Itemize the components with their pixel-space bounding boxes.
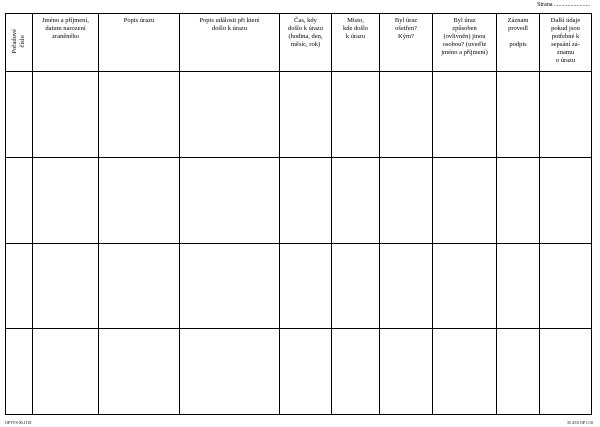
table-cell[interactable] <box>280 329 332 415</box>
col-header-misto <box>332 14 380 72</box>
page-number-label <box>537 2 590 8</box>
col-header-label: Pořadové číslo <box>11 28 26 54</box>
table-cell[interactable] <box>380 329 433 415</box>
col-header-popis-udalosti <box>180 14 280 72</box>
table-cell[interactable] <box>433 72 497 158</box>
table-cell[interactable] <box>380 243 433 329</box>
col-header-osetren <box>380 14 433 72</box>
table-cell[interactable] <box>99 72 180 158</box>
col-header-label: Byl úraz způsoben (ovlivněn) jinou osobou? (uveďte jméno a příjmení) <box>441 17 488 56</box>
col-header-label: Další údaje pokud jsou potřebné k sepsání zá- znamu o úrazu <box>550 17 581 64</box>
header-row <box>6 14 592 72</box>
table-cell[interactable] <box>497 329 540 415</box>
table-cell[interactable] <box>433 157 497 243</box>
table-cell[interactable] <box>497 157 540 243</box>
table-cell[interactable] <box>6 157 33 243</box>
table-row <box>6 329 592 415</box>
table-cell[interactable] <box>99 243 180 329</box>
page-label: Strana <box>537 2 553 8</box>
table-cell[interactable] <box>280 72 332 158</box>
col-header-dalsi-udaje <box>540 14 592 72</box>
table-cell[interactable] <box>33 157 99 243</box>
table-cell[interactable] <box>433 329 497 415</box>
col-header-label: Jméno a příjmení, datum narození zraněného <box>42 17 89 40</box>
col-header-label: Popis události při které došlo k úrazu <box>199 17 260 32</box>
table-cell[interactable] <box>497 72 540 158</box>
table-cell[interactable] <box>6 329 33 415</box>
table-row <box>6 72 592 158</box>
injury-record-table <box>5 13 592 415</box>
col-header-label: Místo, kde došlo k úrazu <box>342 17 369 40</box>
table-row <box>6 243 592 329</box>
table-cell[interactable] <box>540 157 592 243</box>
table-cell[interactable] <box>332 72 380 158</box>
table-cell[interactable] <box>540 243 592 329</box>
table-cell[interactable] <box>380 72 433 158</box>
table-cell[interactable] <box>33 243 99 329</box>
table-cell[interactable] <box>433 243 497 329</box>
table-cell[interactable] <box>6 243 33 329</box>
col-header-label: Byl úraz ošetřen? Kým? <box>394 17 418 40</box>
table-cell[interactable] <box>280 157 332 243</box>
table-row <box>6 157 592 243</box>
col-header-poradove-cislo <box>6 14 33 72</box>
col-header-sublabel: podpis <box>509 40 527 48</box>
table-cell[interactable] <box>332 157 380 243</box>
table-cell[interactable] <box>33 329 99 415</box>
table-cell[interactable] <box>180 329 280 415</box>
page-number-field[interactable]: ........................ <box>554 2 590 8</box>
table-cell[interactable] <box>180 243 280 329</box>
col-header-zpusoben <box>433 14 497 72</box>
col-header-zaznam-provedl <box>497 14 540 72</box>
col-header-cas <box>280 14 332 72</box>
table-cell[interactable] <box>33 72 99 158</box>
table-cell[interactable] <box>540 329 592 415</box>
col-header-label: Popis úrazu <box>123 17 155 24</box>
table-cell[interactable] <box>540 72 592 158</box>
table-cell[interactable] <box>180 157 280 243</box>
col-header-popis-urazu <box>99 14 180 72</box>
table-cell[interactable] <box>280 243 332 329</box>
col-header-label: Čas, kdy došlo k úrazu (hodina, den, měsíc, rok) <box>287 17 324 48</box>
table-cell[interactable] <box>380 157 433 243</box>
col-header-jmeno <box>33 14 99 72</box>
table-cell[interactable] <box>6 72 33 158</box>
col-header-label: Záznam provedl <box>507 17 529 32</box>
table-cell[interactable] <box>497 243 540 329</box>
table-cell[interactable] <box>180 72 280 158</box>
table-cell[interactable] <box>99 157 180 243</box>
table-cell[interactable] <box>332 243 380 329</box>
table-cell[interactable] <box>332 329 380 415</box>
footer-page-code: 35 4/10 OP 1/10 <box>566 420 593 425</box>
footer-form-code: OPTYS 00.1118 <box>5 420 32 425</box>
table-cell[interactable] <box>99 329 180 415</box>
